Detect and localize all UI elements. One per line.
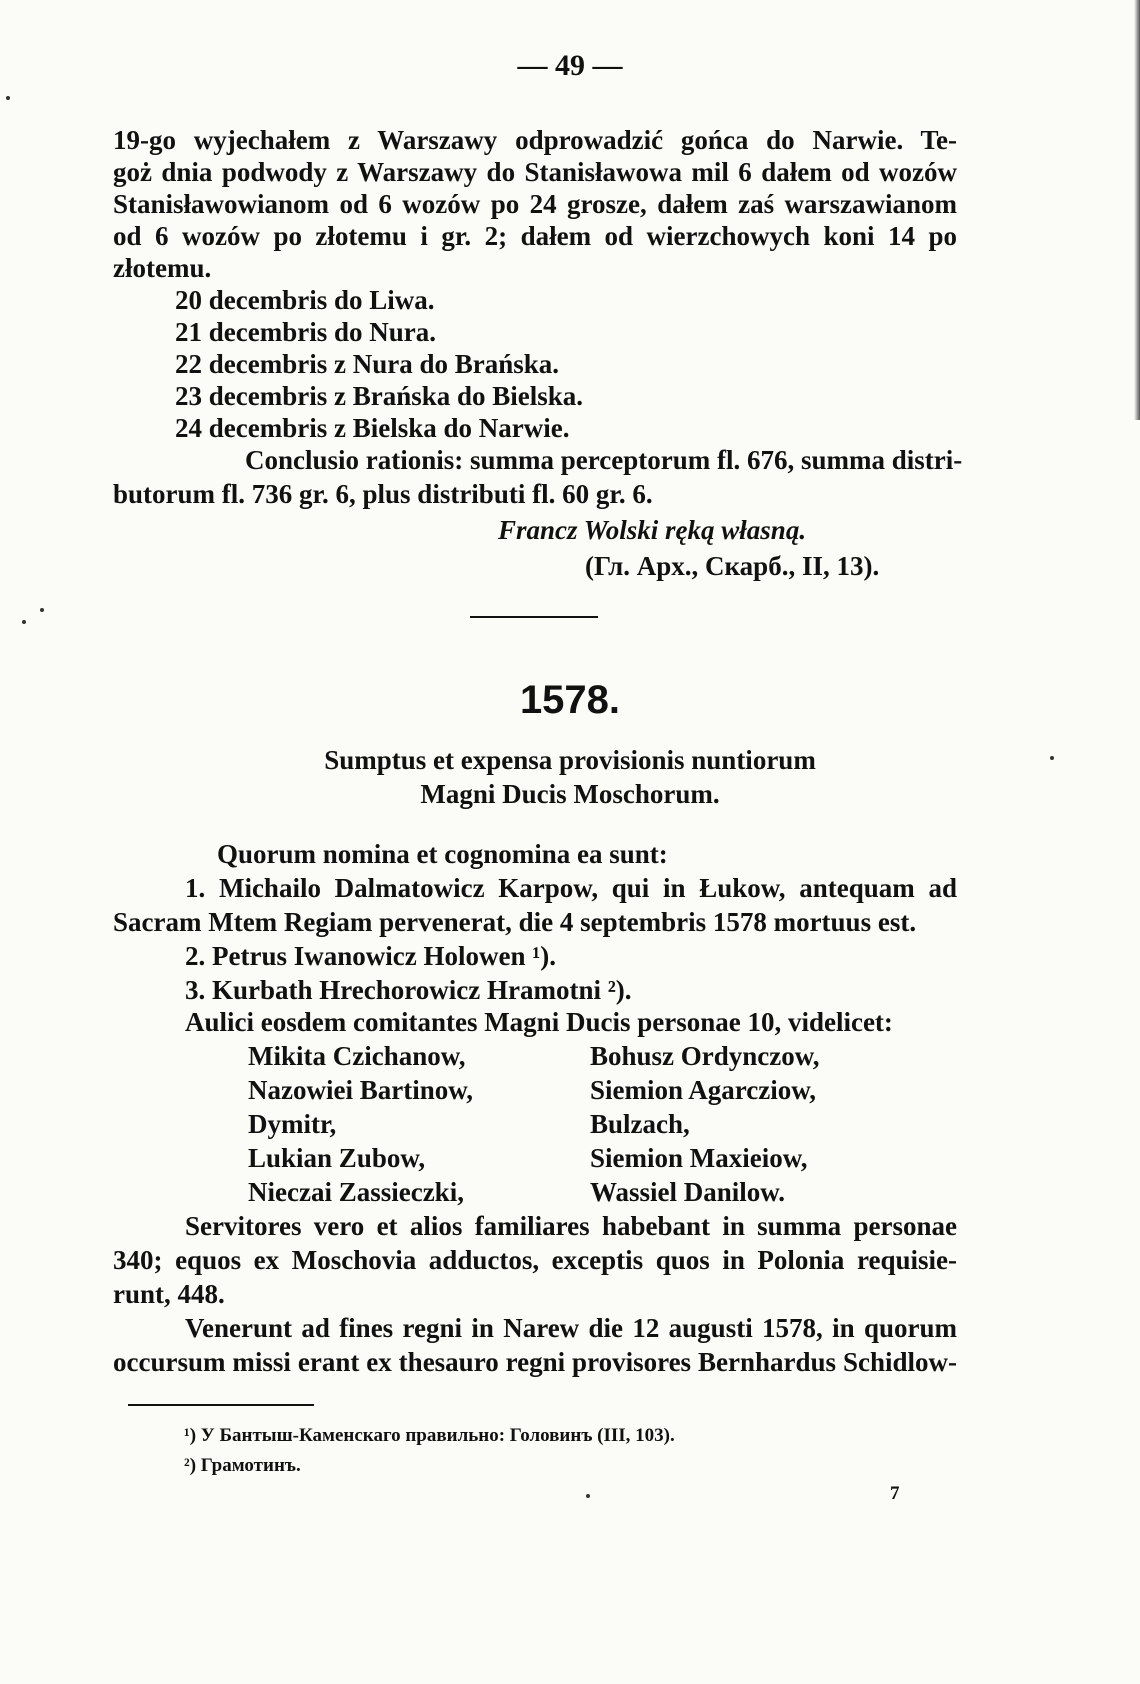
footnote: ²) Грамотинъ. xyxy=(184,1455,301,1476)
servitores-line: 340; equos ex Moschovia adductos, exceptis quos in Polonia requisie- xyxy=(113,1245,957,1275)
scan-speck xyxy=(40,608,44,612)
date-entry: 20 decembris do Liwa. xyxy=(175,285,435,315)
name-left: Dymitr, xyxy=(248,1109,337,1139)
servitores-line: runt, 448. xyxy=(113,1279,225,1309)
section-divider xyxy=(470,616,598,618)
intro-line: Quorum nomina et cognomina ea sunt: xyxy=(217,839,668,869)
scan-speck xyxy=(1050,756,1054,760)
name-right: Siemion Agarcziow, xyxy=(590,1075,816,1105)
list-item: 1. Michailo Dalmatowicz Karpow, qui in Łukow, antequam ad xyxy=(185,873,957,903)
name-right: Siemion Maxieiow, xyxy=(590,1143,808,1173)
date-entry: 21 decembris do Nura. xyxy=(175,317,436,347)
date-entry: 22 decembris z Nura do Brańska. xyxy=(175,349,559,379)
venerunt-line: Venerunt ad fines regni in Narew die 12 augusti 1578, in quorum xyxy=(185,1313,957,1343)
name-right: Bulzach, xyxy=(590,1109,690,1139)
scan-speck xyxy=(586,1494,590,1498)
scan-speck xyxy=(22,620,26,624)
servitores-line: Servitores vero et alios familiares habebant in summa personae xyxy=(185,1211,957,1241)
conclusio-line: Conclusio rationis: summa perceptorum fl. 676, summa distri- xyxy=(245,445,963,475)
aulici-line: Aulici eosdem comitantes Magni Ducis personae 10, videlicet: xyxy=(185,1007,893,1037)
section-title: Magni Ducis Moschorum. xyxy=(420,779,720,809)
date-entry: 24 decembris z Bielska do Narwie. xyxy=(175,413,570,443)
paragraph-line: 19-go wyjechałem z Warszawy odprowadzić gońca do Narwie. Te- xyxy=(113,125,957,155)
page-number: — 49 — xyxy=(517,49,623,82)
signature: Francz Wolski ręką własną. xyxy=(498,515,807,545)
conclusio-line: butorum fl. 736 gr. 6, plus distributi fl. 60 gr. 6. xyxy=(113,479,653,509)
paragraph-line: Stanisławowianom od 6 wozów po 24 grosze, dałem zaś warszawianom xyxy=(113,189,957,219)
footnote: ¹) У Бантыш-Каменскаго правильно: Головинъ (III, 103). xyxy=(184,1425,675,1446)
name-left: Lukian Zubow, xyxy=(248,1143,426,1173)
year-heading: 1578. xyxy=(519,678,621,722)
paragraph-line: złotemu. xyxy=(113,253,212,283)
venerunt-line: occursum missi erant ex thesauro regni provisores Bernhardus Schidlow- xyxy=(113,1347,957,1377)
date-entry: 23 decembris z Brańska do Bielska. xyxy=(175,381,584,411)
name-right: Bohusz Ordynczow, xyxy=(590,1041,820,1071)
scan-speck xyxy=(6,96,10,100)
archive-reference: (Гл. Арх., Скарб., II, 13). xyxy=(585,551,880,581)
section-title: Sumptus et expensa provisionis nuntiorum xyxy=(324,745,816,775)
name-left: Mikita Czichanow, xyxy=(248,1041,466,1071)
signature-mark: 7 xyxy=(890,1483,900,1504)
list-item: 3. Kurbath Hrechorowicz Hramotni ²). xyxy=(185,975,632,1005)
footnote-divider xyxy=(128,1404,314,1406)
paragraph-line: od 6 wozów po złotemu i gr. 2; dałem od wierzchowych koni 14 po xyxy=(113,221,957,251)
list-item: 2. Petrus Iwanowicz Holowen ¹). xyxy=(185,941,557,971)
list-item: Sacram Mtem Regiam pervenerat, die 4 septembris 1578 mortuus est. xyxy=(113,907,917,937)
name-left: Nieczai Zassieczki, xyxy=(248,1177,464,1207)
name-left: Nazowiei Bartinow, xyxy=(248,1075,473,1105)
name-right: Wassiel Danilow. xyxy=(590,1177,786,1207)
paragraph-line: goż dnia podwody z Warszawy do Stanisławowa mil 6 dałem od wozów xyxy=(113,157,957,187)
